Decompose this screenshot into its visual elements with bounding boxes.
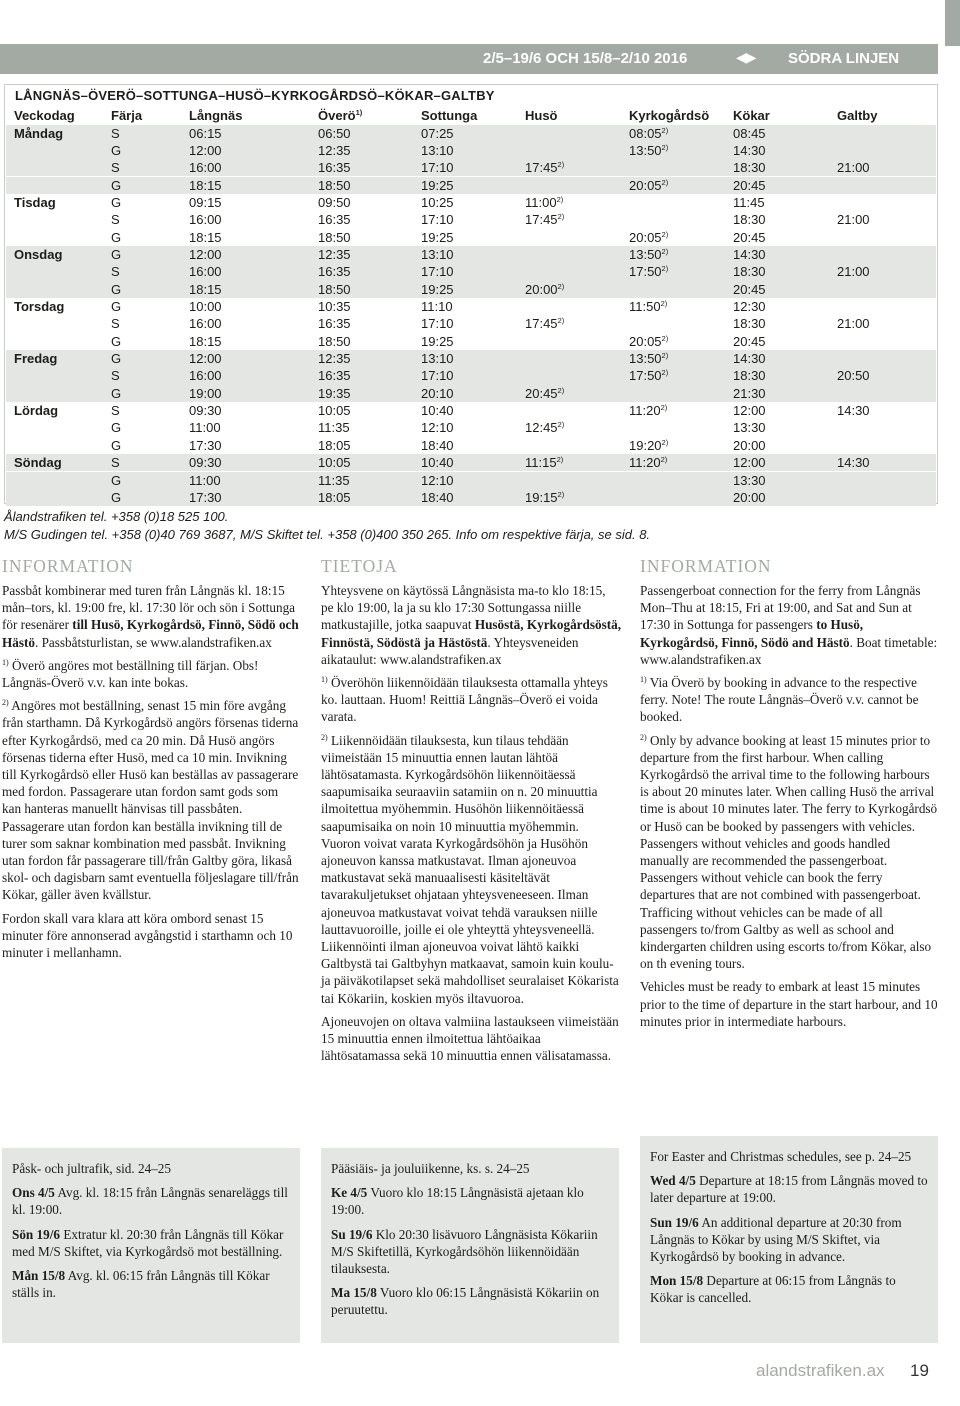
cell-kokar: 20:45: [733, 177, 766, 193]
col-header-overo: Överö$^{1)}$: [318, 108, 363, 123]
cell-ferry: S: [111, 160, 120, 176]
header-band: [0, 44, 938, 74]
cell-langnas: 19:00: [189, 385, 222, 401]
cell-weekday: Lördag: [14, 403, 59, 419]
cell-overo: 16:35: [318, 212, 351, 228]
cell-sottunga: 07:25: [421, 125, 454, 141]
cell-overo: 16:35: [318, 316, 351, 332]
cell-sottunga: 18:40: [421, 489, 454, 505]
cell-langnas: 18:15: [189, 229, 222, 245]
cell-kokar: 11:45: [733, 194, 765, 210]
info-heading-en: INFORMATION: [640, 556, 772, 576]
line-name: SÖDRA LINJEN: [788, 50, 900, 67]
cell-langnas: 12:00: [189, 351, 222, 367]
cell-langnas: 11:00: [189, 420, 221, 436]
cell-kokar: 18:30: [733, 160, 766, 176]
cell-ferry: G: [111, 333, 122, 349]
cell-langnas: 09:30: [189, 455, 222, 471]
table-row: [6, 385, 936, 402]
cell-ferry: G: [111, 229, 122, 245]
cell-kokar: 18:30: [733, 212, 766, 228]
cell-sottunga: 12:10: [421, 472, 454, 488]
table-row: [6, 125, 936, 142]
notice-intro: For Easter and Christmas schedules, see p. 24–25: [650, 1149, 912, 1164]
notice-item: Mon 15/8 Departure at 06:15 from Långnäs to Kökar is cancelled.: [650, 1273, 896, 1306]
cell-ferry: S: [111, 212, 120, 228]
cell-langnas: 06:15: [189, 125, 222, 141]
cell-sottunga: 17:10: [421, 316, 454, 332]
cell-sottunga: 17:10: [421, 264, 454, 280]
table-row: [6, 263, 936, 280]
cell-galtby: 14:30: [837, 455, 870, 471]
cell-langnas: 11:00: [189, 472, 221, 488]
cell-sottunga: 19:25: [421, 229, 454, 245]
cell-kokar: 20:00: [733, 437, 766, 453]
cell-ferry: G: [111, 142, 122, 158]
footnote-2: $^{2)}$ Liikennöidään tilauksesta, kun tilaus tehdään viimeistään 15 minuuttia ennen lautan lähtöä lähtösatamasta. Kyrkogårdsöhön liikennöitäessä saapumisaika seuraaviin satamiin on n. 20 minuuttia ilmoitettua myöhemmin. Husöhön liikennöitäessä saapumisaika on noin 10 minuuttia myöhemmin. Vuoron voivat varata Kyrkogårdsöhön ja Husöhön ajoneuvon kanssa matkustavat. Ilman ajoneuvoa matkustavat sekä manuaalisesti käsiteltävät tavarakuljetukset ohjataan yhteysveneeseen. Ilman ajoneuvoa matkustavat voivat tehdä varauksen niille lauttavuoroille, joille ei ole yhteyttä yhteysveneellä. Liikennöinti ilman ajoneuvoa voivat lähtö kaikki Galtbystä tai Galtbyhyn matkaavat, samoin kuin koulu-ja päiväkotilapset sekä mahdolliset seuralaiset Kökarista tai Kökariin, koskien myös iltavuoroa.: [321, 732, 619, 1006]
cell-overo: 10:35: [318, 299, 351, 314]
cell-kokar: 18:30: [733, 264, 766, 280]
info-column-fi: [321, 556, 621, 1070]
table-row: [6, 194, 936, 211]
cell-kyrkogardso: 13:50$^{2)}$: [629, 351, 669, 367]
cell-overo: 16:35: [318, 160, 351, 176]
cell-sottunga: 10:40: [421, 403, 454, 419]
notice-item: Su 19/6 Klo 20:30 lisävuoro Långnäsista Kökariin M/S Skiftetillä, Kyrkogårdsöhön liikennöidään tilauksesta.: [331, 1226, 598, 1277]
cell-kyrkogardso: 17:50$^{2)}$: [629, 264, 669, 280]
cell-weekday: Tisdag: [14, 194, 56, 210]
cell-langnas: 09:15: [189, 194, 222, 210]
cell-weekday: Söndag: [14, 455, 62, 471]
cell-huso: 17:45$^{2)}$: [525, 160, 565, 176]
cell-langnas: 16:00: [189, 368, 222, 384]
cell-overo: 16:35: [318, 264, 351, 280]
footnote-1: $^{1)}$ Via Överö by booking in advance to the respective ferry. Note! The route Långnäs–Överö v.v. cannot be booked.: [640, 675, 919, 725]
info-paragraph: Fordon skall vara klara att köra ombord senast 15 minuter före annonserad avgångstid i starthamn och 10 minuter i mellanhamn.: [2, 910, 293, 961]
info-heading-sv: INFORMATION: [2, 556, 134, 576]
cell-langnas: 12:00: [189, 142, 222, 158]
cell-huso: 17:45$^{2)}$: [525, 316, 565, 332]
cell-huso: 17:45$^{2)}$: [525, 212, 565, 228]
cell-ferry: S: [111, 455, 120, 471]
cell-ferry: G: [111, 472, 122, 488]
cell-sottunga: 11:10: [421, 299, 453, 314]
notice-item: Ons 4/5 Avg. kl. 18:15 från Långnäs senareläggs till kl. 19:00.: [12, 1185, 288, 1218]
route-title: LÅNGNÄS–ÖVERÖ–SOTTUNGA–HUSÖ–KYRKOGÅRDSÖ–KÖKAR–GALTBY: [15, 88, 495, 103]
cell-sottunga: 19:25: [421, 333, 454, 349]
cell-kyrkogardso: 11:20$^{2)}$: [629, 455, 668, 471]
period-label: 2/5–19/6 OCH 15/8–2/10 2016: [483, 50, 688, 67]
cell-ferry: G: [111, 177, 122, 193]
cell-langnas: 10:00: [189, 299, 222, 314]
cell-kyrkogardso: 08:05$^{2)}$: [629, 125, 669, 141]
col-header-farja: Färja: [111, 108, 143, 123]
cell-langnas: 16:00: [189, 316, 222, 332]
cell-sottunga: 13:10: [421, 246, 454, 262]
table-row: [6, 281, 936, 298]
cell-galtby: 21:00: [837, 212, 870, 228]
timetable-header-row: [6, 107, 936, 124]
contact-ferries: M/S Gudingen tel. +358 (0)40 769 3687, M/S Skiftet tel. +358 (0)400 350 265. Info om respektive färja, se sid. 8.: [4, 527, 651, 542]
col-header-veckodag: Veckodag: [14, 108, 75, 123]
table-row: [6, 402, 936, 419]
info-paragraph: Yhteysvene on käytössä Långnäsista ma-to klo 18:15, pe klo 19:00, la ja su klo 17:30 Sottungassa niille matkustajille, jotka saapuvat Husöstä, Kyrkogårdsöstä, Finnöstä, Södöstä ja Hästöstä. Yhteysveneiden aikataulut: www.alandstrafiken.ax: [321, 583, 622, 667]
cell-kyrkogardso: 17:50$^{2)}$: [629, 368, 669, 384]
table-row: [6, 142, 936, 159]
info-paragraph: Ajoneuvojen on oltava valmiina lastaukseen viimeistään 15 minuuttia ennen ilmoitettua lähtöaikaa lähtösatamassa sekä 10 minuuttia ennen välisatamassa.: [321, 1013, 619, 1064]
cell-ferry: G: [111, 281, 122, 297]
table-row: [6, 489, 936, 506]
cell-galtby: 20:50: [837, 368, 870, 384]
cell-sottunga: 13:10: [421, 351, 454, 367]
cell-kyrkogardso: 11:20$^{2)}$: [629, 403, 668, 419]
footnote-2: $^{2)}$ Only by advance booking at least 15 minutes prior to departure from the first harbour. When calling Kyrkogårdsö the arrival time to the following harbours is about 20 minutes later. When calling Husö the arrival time is about 10 minutes later. The ferry to Kyrkogårdsö or Husö can be booked by passengers with vehicles. Passengers without vehicles and goods handled manually are recommended the passengerboat. Passengers without vehicle can book the ferry departures that are not combined with passengerboat. Trafficing without vehicles can be made of all passengers to/from Galtby as well as school and kindergarten children using escorts to/from Kökar, also on th evening tours.: [640, 732, 938, 972]
cell-huso: 11:15$^{2)}$: [525, 455, 564, 471]
cell-sottunga: 17:10: [421, 160, 454, 176]
cell-sottunga: 17:10: [421, 368, 454, 384]
notice-item: Wed 4/5 Departure at 18:15 from Långnäs moved to later departure at 19:00.: [650, 1173, 928, 1206]
cell-sottunga: 10:25: [421, 194, 454, 210]
cell-ferry: S: [111, 368, 120, 384]
cell-kokar: 14:30: [733, 142, 766, 158]
notice-box-sv: [2, 1148, 300, 1343]
cell-sottunga: 19:25: [421, 281, 454, 297]
col-header-kokar: Kökar: [733, 108, 770, 123]
timetable: [4, 84, 938, 504]
cell-ferry: G: [111, 351, 122, 367]
notice-item: Sön 19/6 Extratur kl. 20:30 från Långnäs till Kökar med M/S Skiftet, via Kyrkogårdsö mot beställning.: [12, 1226, 284, 1259]
cell-kokar: 18:30: [733, 368, 766, 384]
col-header-kyrkogardso: Kyrkogårdsö: [629, 108, 710, 123]
cell-kyrkogardso: 20:05$^{2)}$: [629, 229, 669, 245]
cell-kyrkogardso: 20:05$^{2)}$: [629, 177, 669, 193]
cell-ferry: S: [111, 403, 120, 419]
cell-huso: 19:15$^{2)}$: [525, 489, 565, 505]
table-row: [6, 333, 936, 350]
cell-kokar: 20:45: [733, 281, 766, 297]
cell-ferry: G: [111, 246, 122, 262]
cell-overo: 18:05: [318, 489, 351, 505]
notice-item: Sun 19/6 An additional departure at 20:30 from Långnäs to Kökar by using M/S Skiftet, via Kyrkogårdsö by booking in advance.: [650, 1214, 902, 1265]
cell-kokar: 14:30: [733, 351, 766, 367]
cell-kokar: 21:30: [733, 385, 766, 401]
col-header-galtby: Galtby: [837, 108, 878, 123]
cell-weekday: Måndag: [14, 125, 64, 141]
cell-kokar: 20:45: [733, 333, 766, 349]
cell-overo: 10:05: [318, 403, 351, 419]
col-header-huso: Husö: [525, 108, 558, 123]
cell-kyrkogardso: 13:50$^{2)}$: [629, 246, 669, 262]
notice-item: Ma 15/8 Vuoro klo 06:15 Långnäsistä Kökariin on peruutettu.: [331, 1285, 600, 1318]
table-row: [6, 229, 936, 246]
cell-kokar: 18:30: [733, 316, 766, 332]
cell-sottunga: 19:25: [421, 177, 454, 193]
info-paragraph: Passbåt kombinerar med turen från Långnäs kl. 18:15 mån–tors, kl. 19:00 fre, kl. 17:30 lör och sön i Sottunga för resenärer till Husö, Kyrkogårdsö, Finnö, Södö och Hästö. Passbåtsturlistan, se www.alandstrafiken.ax: [2, 583, 299, 650]
cell-galtby: 21:00: [837, 264, 870, 280]
cell-langnas: 18:15: [189, 177, 222, 193]
cell-overo: 18:50: [318, 177, 351, 193]
table-row: [6, 159, 936, 176]
cell-sottunga: 17:10: [421, 212, 454, 228]
cell-kokar: 12:00: [733, 455, 766, 471]
cell-langnas: 16:00: [189, 264, 222, 280]
table-row: [6, 437, 936, 454]
notice-intro: Pääsiäis- ja jouluiikenne, ks. s. 24–25: [331, 1161, 530, 1176]
cell-ferry: G: [111, 489, 122, 505]
cell-kokar: 13:30: [733, 472, 766, 488]
corner-tab: [945, 0, 960, 46]
cell-overo: 16:35: [318, 368, 351, 384]
table-row: [6, 177, 936, 194]
info-heading-fi: TIETOJA: [321, 556, 398, 576]
cell-galtby: 21:00: [837, 316, 870, 332]
notice-item: Ke 4/5 Vuoro klo 18:15 Långnäsistä ajetaan klo 19:00.: [331, 1185, 584, 1218]
cell-huso: 11:00$^{2)}$: [525, 194, 564, 210]
cell-langnas: 18:15: [189, 333, 222, 349]
cell-ferry: G: [111, 437, 122, 453]
footnote-1: $^{1)}$ Överö angöres mot beställning till färjan. Obs! Långnäs-Överö v.v. kan inte bokas.: [2, 657, 259, 691]
table-row: [6, 350, 936, 367]
cell-ferry: G: [111, 420, 122, 436]
cell-overo: 12:35: [318, 142, 351, 158]
cell-galtby: 21:00: [837, 160, 870, 176]
cell-kokar: 20:00: [733, 489, 766, 505]
table-row: [6, 419, 936, 436]
cell-weekday: Torsdag: [14, 299, 65, 314]
cell-overo: 06:50: [318, 125, 351, 141]
cell-overo: 11:35: [318, 420, 350, 436]
cell-overo: 19:35: [318, 385, 351, 401]
cell-overo: 09:50: [318, 194, 351, 210]
page-number: 19: [910, 1361, 929, 1380]
cell-sottunga: 10:40: [421, 455, 454, 471]
cell-sottunga: 12:10: [421, 420, 454, 436]
cell-huso: 12:45$^{2)}$: [525, 420, 565, 436]
cell-overo: 18:05: [318, 437, 351, 453]
cell-langnas: 17:30: [189, 437, 222, 453]
cell-langnas: 17:30: [189, 489, 222, 505]
cell-kokar: 08:45: [733, 125, 766, 141]
cell-weekday: Onsdag: [14, 246, 63, 262]
cell-kokar: 13:30: [733, 420, 766, 436]
table-row: [6, 315, 936, 332]
cell-langnas: 09:30: [189, 403, 222, 419]
cell-ferry: G: [111, 385, 122, 401]
cell-overo: 18:50: [318, 333, 351, 349]
cell-sottunga: 18:40: [421, 437, 454, 453]
cell-overo: 18:50: [318, 229, 351, 245]
table-row: [6, 246, 936, 263]
cell-ferry: S: [111, 264, 120, 280]
cell-ferry: S: [111, 125, 120, 141]
cell-sottunga: 20:10: [421, 385, 454, 401]
cell-overo: 12:35: [318, 351, 351, 367]
cell-kyrkogardso: 20:05$^{2)}$: [629, 333, 669, 349]
info-column-en: [640, 556, 938, 1036]
info-column-sv: [2, 556, 300, 967]
cell-sottunga: 13:10: [421, 142, 454, 158]
cell-kokar: 12:00: [733, 403, 766, 419]
cell-ferry: G: [111, 299, 122, 314]
cell-overo: 18:50: [318, 281, 351, 297]
table-row: [6, 454, 936, 471]
info-paragraph: Passengerboat connection for the ferry from Långnäs Mon–Thu at 18:15, Fri at 19:00, and Sat and Sun at 17:30 in Sottunga for passengers to Husö, Kyrkogårdsö, Finnö, Södö and Hästö. Boat timetable: www.alandstrafiken.ax: [640, 583, 938, 667]
cell-kyrkogardso: 11:50$^{2)}$: [629, 299, 668, 314]
cell-overo: 11:35: [318, 472, 350, 488]
cell-weekday: Fredag: [14, 351, 58, 367]
cell-langnas: 16:00: [189, 160, 222, 176]
cell-kokar: 20:45: [733, 229, 766, 245]
cell-ferry: S: [111, 316, 120, 332]
cell-kokar: 14:30: [733, 246, 766, 262]
cell-galtby: 14:30: [837, 403, 870, 419]
cell-langnas: 16:00: [189, 212, 222, 228]
cell-langnas: 18:15: [189, 281, 222, 297]
cell-kyrkogardso: 19:20$^{2)}$: [629, 437, 669, 453]
cell-overo: 10:05: [318, 455, 351, 471]
cell-langnas: 12:00: [189, 246, 222, 262]
footnote-2: $^{2)}$ Angöres mot beställning, senast 15 min före avgång från starthamn. Då Kyrkogårdsö angörs försenas tiderna efter Kyrkogårdsö, med ca 20 min. Då Husö angörs försenas tiderna efter Husö, med ca 10 min. Invikning till Kyrkogårdsö eller Husö kan beställas av passagerare med fordon. Passagerare utan fordon samt gods som kan hanteras manuellt hänvisas till passbåten. Passagerare utan fordon kan beställa invikning till de turer som saknar kombination med passbåt. Invikning utan fordon får passagerare till/från Galtby göra, likaså skol- och dagisbarn samt eventuella följeslagare till/från Kökar, gäller även kvällstur.: [2, 698, 299, 903]
notice-intro: Påsk- och jultrafik, sid. 24–25: [12, 1161, 171, 1176]
cell-ferry: G: [111, 194, 122, 210]
table-row: [6, 211, 936, 228]
table-row: [6, 472, 936, 489]
cell-kokar: 12:30: [733, 299, 766, 314]
contact-alandstrafiken: Ålandstrafiken tel. +358 (0)18 525 100.: [4, 509, 229, 524]
cell-huso: 20:45$^{2)}$: [525, 385, 565, 401]
table-row: [6, 298, 936, 315]
table-row: [6, 367, 936, 384]
notice-item: Mån 15/8 Avg. kl. 06:15 från Långnäs till Kökar ställs in.: [12, 1268, 270, 1301]
col-header-sottunga: Sottunga: [421, 108, 478, 123]
cell-kyrkogardso: 13:50$^{2)}$: [629, 142, 669, 158]
cell-overo: 12:35: [318, 246, 351, 262]
direction-arrows-icon: ◀▶: [736, 49, 756, 65]
footnote-1: $^{1)}$ Överöhön liikennöidään tilauksesta ottamalla yhteys ko. lauttaan. Huom! Reittiä Långnäs–Överö ei voida varata.: [321, 675, 608, 725]
footer-site: alandstrafiken.ax: [756, 1361, 885, 1380]
notice-box-en: [640, 1136, 938, 1343]
info-paragraph: Vehicles must be ready to embark at least 15 minutes prior to the time of departure in the start harbour, and 10 minutes prior in intermediate harbours.: [640, 979, 938, 1029]
cell-huso: 20:00$^{2)}$: [525, 281, 565, 297]
notice-box-fi: [321, 1148, 619, 1343]
col-header-langnas: Långnäs: [189, 108, 243, 123]
